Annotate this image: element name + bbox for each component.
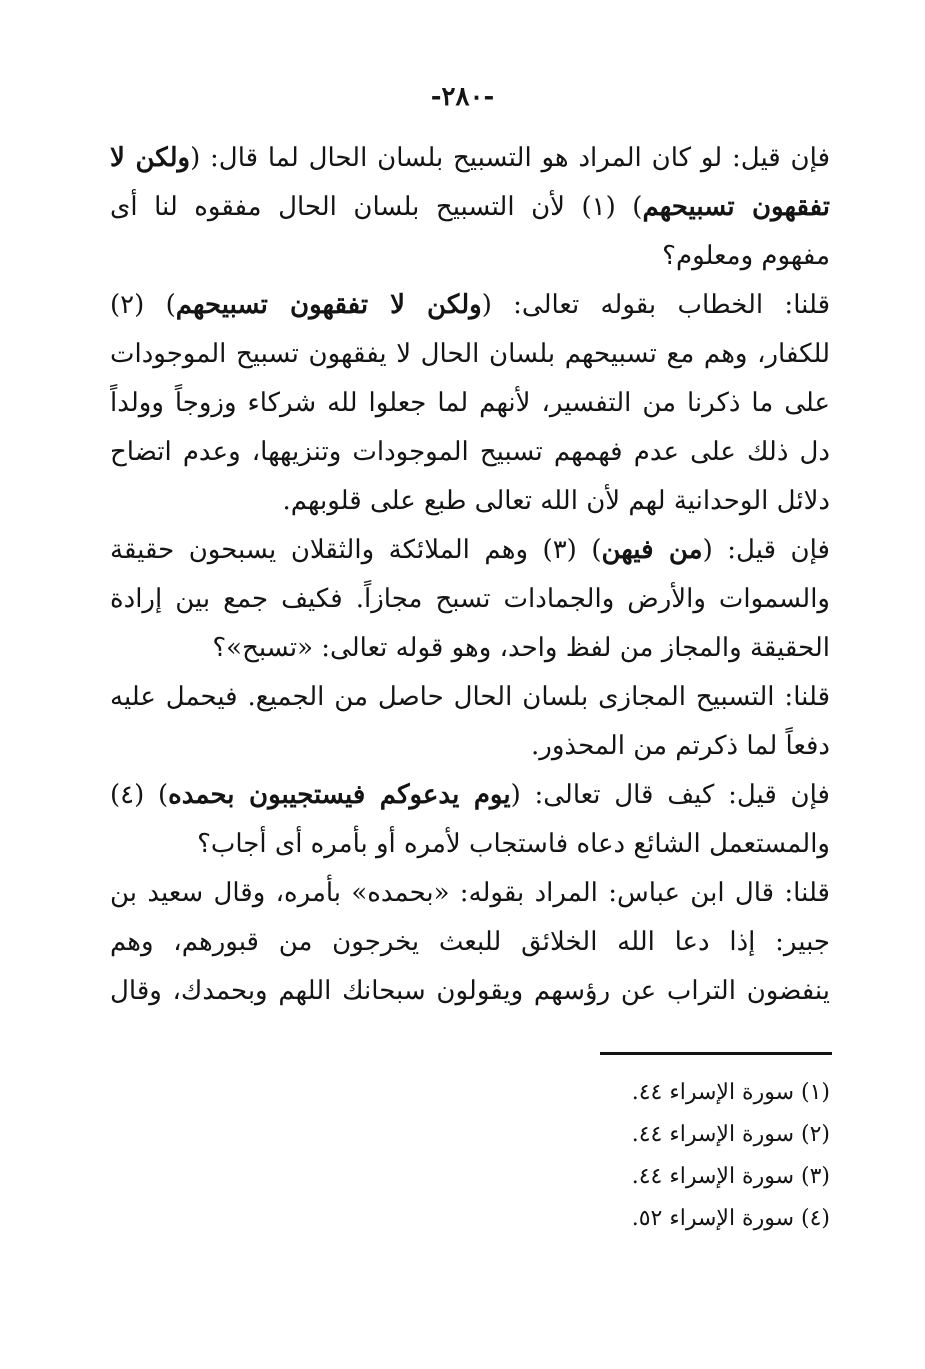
text-line xyxy=(110,330,830,379)
text-segment: ينفضون التراب عن رؤسهم ويقولون سبحانك اللهم وبحمدك، وقال xyxy=(110,976,830,1006)
text-segment: ) (٣) وهم الملائكة والثقلان يسبحون حقيقة xyxy=(110,535,602,565)
footnote: (٤) سورة الإسراء ٥٢. xyxy=(631,1206,830,1231)
text-segment: قلنا: الخطاب بقوله تعالى: ( xyxy=(481,290,830,320)
text-segment: والسموات والأرض والجمادات تسبح مجازاً. فكيف جمع بين إرادة xyxy=(110,584,830,614)
quran-quote: ولكن لا xyxy=(110,143,191,173)
text-line xyxy=(110,918,830,967)
footnote: (٣) سورة الإسراء ٤٤. xyxy=(631,1164,830,1189)
quran-quote: ولكن لا تفقهون تسبيحهم xyxy=(175,290,482,320)
text-segment: فإن قيل: ( xyxy=(702,535,830,565)
text-line xyxy=(110,134,830,183)
page-number: -٢٨٠- xyxy=(430,82,495,112)
text-line xyxy=(110,624,830,673)
footnote: (٢) سورة الإسراء ٤٤. xyxy=(631,1122,830,1147)
footnotes xyxy=(470,1072,830,1240)
footnote: (١) سورة الإسراء ٤٤. xyxy=(631,1080,830,1105)
text-line xyxy=(110,477,830,526)
text-line xyxy=(110,428,830,477)
text-line xyxy=(110,232,830,281)
text-segment: ) (٤) xyxy=(110,780,169,810)
text-line xyxy=(110,967,830,1016)
text-segment: فإن قيل: لو كان المراد هو التسبيح بلسان الحال لما قال: ( xyxy=(190,143,830,173)
quran-quote: تفقهون تسبيحهم xyxy=(642,192,830,222)
text-segment: مفهوم ومعلوم؟ xyxy=(662,241,830,271)
text-line xyxy=(110,281,830,330)
text-line xyxy=(110,379,830,428)
text-segment: والمستعمل الشائع دعاه فاستجاب لأمره أو بأمره أى أجاب؟ xyxy=(197,829,830,859)
text-segment: قلنا: التسبيح المجازى بلسان الحال حاصل من الجميع. فيحمل عليه xyxy=(110,682,830,712)
text-segment: للكفار، وهم مع تسبيحهم بلسان الحال لا يفقهون تسبيح الموجودات xyxy=(110,339,830,369)
footnote-divider xyxy=(600,1052,832,1055)
text-line xyxy=(110,771,830,820)
main-text xyxy=(110,134,830,1016)
text-line xyxy=(110,722,830,771)
text-segment: الحقيقة والمجاز من لفظ واحد، وهو قوله تعالى: «تسبح»؟ xyxy=(212,633,830,663)
text-segment: ) (١) لأن التسبيح بلسان الحال مفقوه لنا أى xyxy=(110,192,643,222)
text-segment: دل ذلك على عدم فهمهم تسبيح الموجودات وتنزيهها، وعدم اتضاح xyxy=(110,437,830,467)
text-segment: قلنا: قال ابن عباس: المراد بقوله: «بحمده» بأمره، وقال سعيد بن xyxy=(110,878,830,908)
text-segment: دلائل الوحدانية لهم لأن الله تعالى طبع على قلوبهم. xyxy=(282,486,830,516)
quran-quote: من فيهن xyxy=(601,535,703,565)
quran-quote: يوم يدعوكم فيستجيبون بحمده xyxy=(168,780,511,810)
text-line xyxy=(110,526,830,575)
text-line xyxy=(110,869,830,918)
text-line xyxy=(110,820,830,869)
text-segment: ) (٢) xyxy=(110,290,176,320)
text-line xyxy=(110,673,830,722)
text-segment: جبير: إذا دعا الله الخلائق للبعث يخرجون من قبورهم، وهم xyxy=(110,927,830,957)
text-segment: فإن قيل: كيف قال تعالى: ( xyxy=(510,780,830,810)
text-line xyxy=(110,183,830,232)
text-segment: على ما ذكرنا من التفسير، لأنهم لما جعلوا لله شركاء وزوجاً وولداً xyxy=(110,388,830,418)
text-segment: دفعاً لما ذكرتم من المحذور. xyxy=(531,731,830,761)
text-line xyxy=(110,575,830,624)
